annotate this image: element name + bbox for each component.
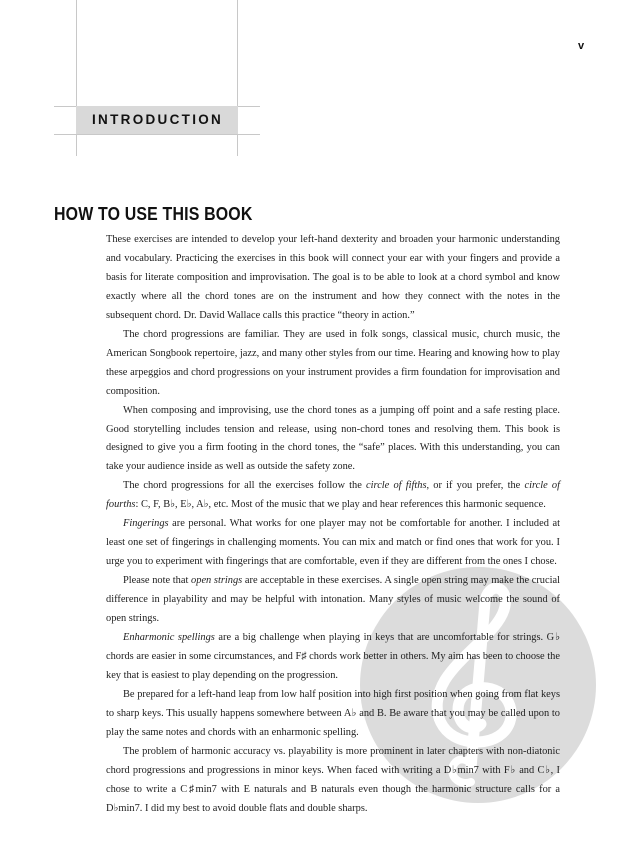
- text-run: The chord progressions are familiar. They are used in folk songs, classical music, church music, the American Songbook repertoire, jazz, and many other styles from our time. Hearing and knowing how to play these arpeggios and chord progressions on your instrument provides a firm foundation for improvisation and composition.: [106, 328, 560, 397]
- emphasis-text: Enharmonic spellings: [123, 632, 215, 644]
- paragraph: [106, 572, 560, 629]
- paragraph: [106, 515, 560, 572]
- text-run: The chord progressions for all the exercises follow the: [123, 480, 367, 492]
- paragraph: [106, 686, 560, 743]
- text-run: When composing and improvising, use the chord tones as a jumping off point and a safe resting place. Good storytelling includes tension and release, using non-chord tones and resolving them. This book is designed to give you a firm footing in the chord tones, the “safe” places. With this understanding, you can take your audience inside as well as outside the safety zone.: [106, 404, 560, 473]
- text-run: Be prepared for a left-hand leap from low half position into high first position when going from flat keys to sharp keys. This usually happens somewhere between A♭ and B. Be aware that you may be called upon to play the same notes and chords with an enharmonic spelling.: [106, 688, 560, 738]
- guide-rule-horizontal-bottom: [54, 134, 260, 135]
- page-number: v: [578, 40, 585, 52]
- body-text: [106, 231, 560, 819]
- text-run: are a big challenge when playing in keys that are uncomfortable for strings. G♭ chords are easier in some circumstances, and F♯ chords work better in others. My aim has been to choose the key that is easiest to play depending on the progression.: [106, 632, 560, 681]
- chapter-title: INTRODUCTION: [92, 112, 224, 127]
- paragraph: [106, 231, 560, 326]
- paragraph: [106, 326, 560, 402]
- emphasis-text: Fingerings: [123, 518, 169, 530]
- emphasis-text: circle of fourths: [106, 480, 560, 511]
- emphasis-text: open strings: [191, 575, 243, 587]
- paragraph: [106, 629, 560, 686]
- paragraph: [106, 477, 560, 515]
- paragraph: [106, 743, 560, 819]
- text-run: are acceptable in these exercises. A single open string may make the crucial difference in playability and may be helpful with intonation. Many styles of music welcome the sound of open strings.: [106, 575, 560, 625]
- section-heading: HOW TO USE THIS BOOK: [54, 203, 253, 224]
- text-run: , or if you prefer, the: [426, 480, 525, 492]
- text-run: : C, F, B♭, E♭, A♭, etc. Most of the music that we play and hear references this harmonic sequence.: [135, 499, 546, 511]
- text-run: are personal. What works for one player may not be comfortable for another. I included at least one set of fingerings in challenging moments. You can mix and match or find ones that work for you. I urge you to experiment with fingerings that are comfortable, even if they are different from the ones I chose.: [106, 518, 560, 568]
- text-run: Please note that: [123, 575, 192, 587]
- paragraph: [106, 402, 560, 478]
- emphasis-text: circle of fifths: [366, 480, 427, 492]
- text-run: The problem of harmonic accuracy vs. playability is more prominent in later chapters with non-diatonic chord progressions and progressions in minor keys. When faced with writing a D♭min7 with F♭ and C♭, I chose to write a C♯min7 with E naturals and B naturals even though the harmonic structure calls for a D♭min7. I did my best to avoid double flats and double sharps.: [106, 745, 560, 814]
- text-run: These exercises are intended to develop your left-hand dexterity and broaden your harmonic understanding and vocabulary. Practicing the exercises in this book will connect your ear with your fingers and provide a basis for literate composition and improvisation. The goal is to be able to look at a chord symbol and know exactly where all the chord tones are on the instrument and how they connect with the notes in the subsequent chord. Dr. David Wallace calls this practice “theory in action.”: [106, 234, 560, 321]
